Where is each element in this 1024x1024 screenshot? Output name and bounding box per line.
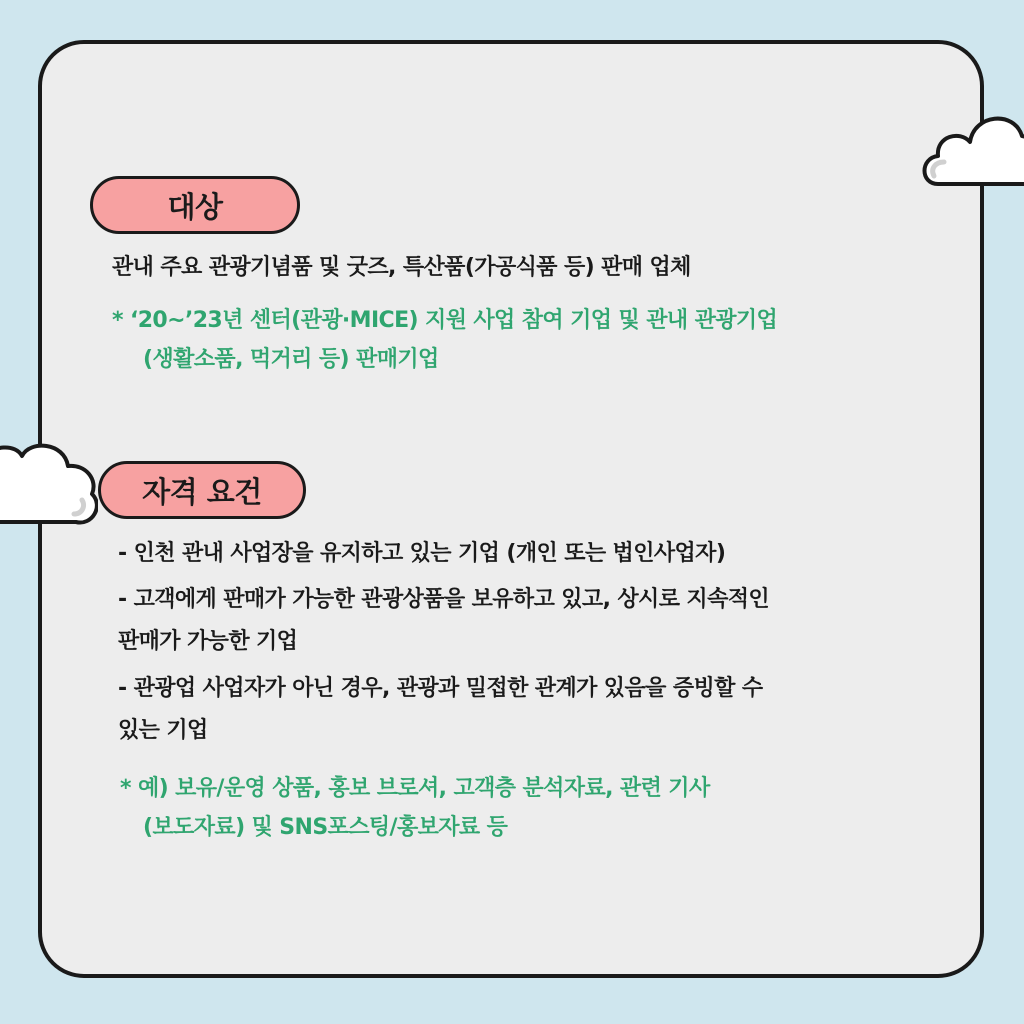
- target-title: 대상: [167, 189, 223, 224]
- qualification-title: 자격 요건: [142, 474, 262, 509]
- cloud-icon: [0, 436, 98, 532]
- qualification-item-1: - 인천 관내 사업장을 유지하고 있는 기업 (개인 또는 법인사업자): [118, 541, 726, 566]
- target-note-line1: * ‘20~’23년 센터(관광·MICE) 지원 사업 참여 기업 및 관내 관광기업: [112, 308, 778, 333]
- qualification-title-badge: [98, 461, 306, 519]
- qualification-item-2-cont: 판매가 가능한 기업: [118, 629, 298, 654]
- target-note-line2: (생활소품, 먹거리 등) 판매기업: [143, 347, 439, 372]
- qualification-note-line1: * 예) 보유/운영 상품, 홍보 브로셔, 고객층 분석자료, 관련 기사: [120, 776, 710, 801]
- qualification-note-line2: (보도자료) 및 SNS포스팅/홍보자료 등: [143, 815, 508, 840]
- qualification-item-3: - 관광업 사업자가 아닌 경우, 관광과 밀접한 관계가 있음을 증빙할 수: [118, 676, 763, 701]
- cloud-icon: [918, 96, 1024, 208]
- target-description: 관내 주요 관광기념품 및 굿즈, 특산품(가공식품 등) 판매 업체: [112, 255, 691, 280]
- qualification-item-3-cont: 있는 기업: [118, 718, 208, 743]
- target-title-badge: [90, 176, 300, 234]
- qualification-item-2: - 고객에게 판매가 가능한 관광상품을 보유하고 있고, 상시로 지속적인: [118, 587, 770, 612]
